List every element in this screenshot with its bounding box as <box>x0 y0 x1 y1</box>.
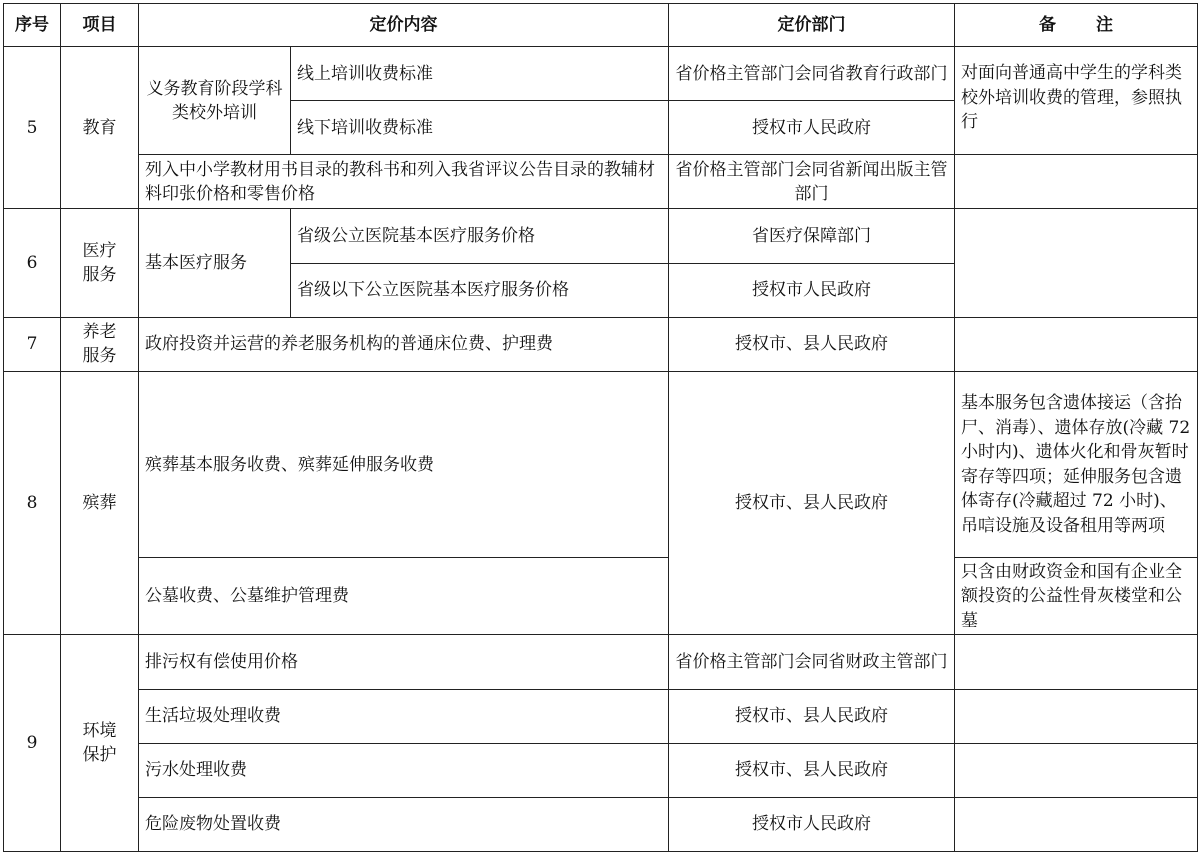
row-content: 殡葬基本服务收费、殡葬延伸服务收费 <box>139 371 669 557</box>
row-content: 线下培训收费标准 <box>291 101 669 155</box>
row-content: 列入中小学教材用书目录的教科书和列入我省评议公告目录的教辅材料印张价格和零售价格 <box>139 155 669 209</box>
row-content: 生活垃圾处理收费 <box>139 689 669 743</box>
row-dept: 授权市人民政府 <box>669 101 955 155</box>
row-remark <box>955 797 1198 851</box>
row-item: 医疗服务 <box>61 209 139 317</box>
row-no: 5 <box>4 47 61 209</box>
row-item: 环境保护 <box>61 635 139 852</box>
row-remark <box>955 317 1198 371</box>
table-row <box>4 317 1198 371</box>
row-no: 6 <box>4 209 61 317</box>
row-remark <box>955 743 1198 797</box>
row-subcategory: 基本医疗服务 <box>139 209 291 317</box>
row-dept: 省价格主管部门会同省财政主管部门 <box>669 635 955 689</box>
row-dept: 省医疗保障部门 <box>669 209 955 263</box>
header-item: 项目 <box>61 4 139 47</box>
row-content: 省级公立医院基本医疗服务价格 <box>291 209 669 263</box>
row-item: 养老服务 <box>61 317 139 371</box>
row-content: 排污权有偿使用价格 <box>139 635 669 689</box>
row-no: 8 <box>4 371 61 635</box>
row-remark: 对面向普通高中学生的学科类校外培训收费的管理，参照执行 <box>955 47 1198 155</box>
row-remark <box>955 635 1198 689</box>
table-row <box>4 743 1198 797</box>
row-remark <box>955 689 1198 743</box>
row-dept: 授权市、县人民政府 <box>669 689 955 743</box>
row-dept: 授权市人民政府 <box>669 797 955 851</box>
pricing-table <box>3 3 1198 852</box>
row-dept: 授权市人民政府 <box>669 263 955 317</box>
table-row <box>4 371 1198 557</box>
row-dept: 省价格主管部门会同省新闻出版主管部门 <box>669 155 955 209</box>
header-row <box>4 4 1198 47</box>
row-content: 政府投资并运营的养老服务机构的普通床位费、护理费 <box>139 317 669 371</box>
table-row <box>4 689 1198 743</box>
row-item: 教育 <box>61 47 139 209</box>
row-dept: 省价格主管部门会同省教育行政部门 <box>669 47 955 101</box>
row-no: 9 <box>4 635 61 852</box>
row-content: 线上培训收费标准 <box>291 47 669 101</box>
table-row <box>4 155 1198 209</box>
header-content: 定价内容 <box>139 4 669 47</box>
row-remark <box>955 155 1198 209</box>
table-row <box>4 47 1198 101</box>
row-item: 殡葬 <box>61 371 139 635</box>
row-remark <box>955 209 1198 317</box>
table-row <box>4 209 1198 263</box>
row-no: 7 <box>4 317 61 371</box>
table-row <box>4 558 1198 635</box>
row-dept: 授权市、县人民政府 <box>669 743 955 797</box>
table-row <box>4 797 1198 851</box>
header-no: 序号 <box>4 4 61 47</box>
row-dept: 授权市、县人民政府 <box>669 371 955 635</box>
header-dept: 定价部门 <box>669 4 955 47</box>
row-subcategory: 义务教育阶段学科类校外培训 <box>139 47 291 155</box>
row-content: 危险废物处置收费 <box>139 797 669 851</box>
row-content: 省级以下公立医院基本医疗服务价格 <box>291 263 669 317</box>
table-row <box>4 635 1198 689</box>
header-remark: 备 注 <box>955 4 1198 47</box>
row-content: 公墓收费、公墓维护管理费 <box>139 558 669 635</box>
row-content: 污水处理收费 <box>139 743 669 797</box>
row-remark: 基本服务包含遗体接运（含抬尸、消毒）、遗体存放(冷藏 72 小时内)、遗体火化和骨灰暂时寄存等四项；延伸服务包含遗体寄存(冷藏超过 72 小时)、吊唁设施及设备租用等两项 <box>955 371 1198 557</box>
row-remark: 只含由财政资金和国有企业全额投资的公益性骨灰楼堂和公墓 <box>955 558 1198 635</box>
row-dept: 授权市、县人民政府 <box>669 317 955 371</box>
